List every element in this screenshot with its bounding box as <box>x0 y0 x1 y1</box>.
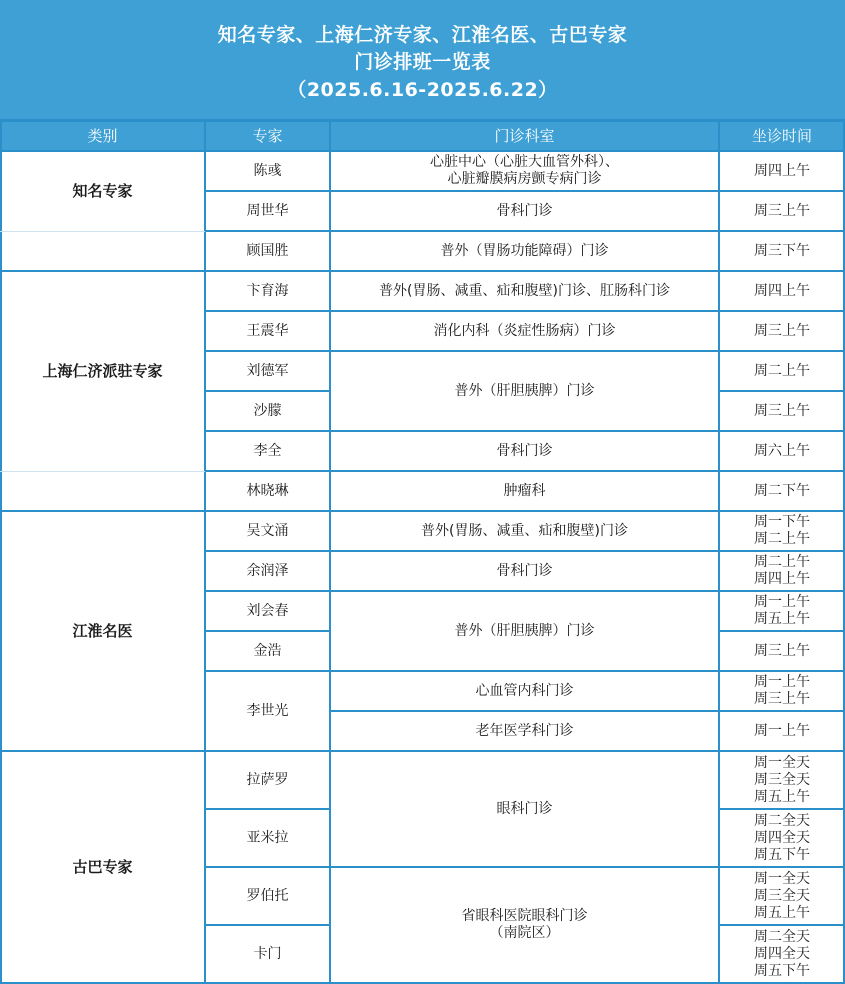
department-name: 普外(胃肠、减重、疝和腹壁)门诊 <box>421 522 628 539</box>
clinic-time: 周二全天 周四全天 周五下午 <box>754 812 810 863</box>
expert-name: 陈彧 <box>253 162 282 179</box>
category-cell: 古巴专家 <box>72 857 133 876</box>
row-divider <box>719 550 845 552</box>
row-divider <box>719 510 845 512</box>
title-line-1: 知名专家、上海仁济专家、江淮名医、古巴专家 <box>217 24 628 46</box>
category-cell: 知名专家 <box>72 181 133 200</box>
expert-name: 沙朦 <box>253 402 282 419</box>
row-divider <box>205 350 330 352</box>
row-divider <box>205 270 330 272</box>
row-divider <box>330 866 719 868</box>
clinic-time: 周一上午 周三上午 <box>754 674 810 707</box>
header-expert: 专家 <box>205 122 330 151</box>
department-name: 心血管内科门诊 <box>475 682 574 699</box>
row-divider <box>330 590 719 592</box>
clinic-time: 周二下午 <box>754 482 810 499</box>
clinic-time: 周二全天 周四全天 周五下午 <box>754 928 810 979</box>
clinic-time: 周一上午 周五上午 <box>754 594 810 627</box>
clinic-time: 周二上午 <box>754 362 810 379</box>
expert-name: 亚米拉 <box>246 829 289 846</box>
clinic-time: 周一上午 <box>754 722 810 739</box>
row-divider-light <box>0 231 205 232</box>
row-divider <box>205 430 330 432</box>
header-time: 坐诊时间 <box>719 122 845 151</box>
row-divider <box>719 470 845 472</box>
expert-name: 卡门 <box>253 945 282 962</box>
row-divider <box>205 190 330 192</box>
clinic-time: 周六上午 <box>754 442 810 459</box>
row-divider <box>330 750 719 752</box>
department-name: 眼科门诊 <box>496 800 553 817</box>
row-divider-light <box>0 471 205 472</box>
clinic-time: 周三上午 <box>754 202 810 219</box>
row-divider <box>205 470 330 472</box>
header-bottom-border <box>0 150 845 152</box>
department-name: 普外（肝胆胰脾）门诊 <box>454 382 595 399</box>
row-divider <box>719 270 845 272</box>
row-divider <box>0 750 205 752</box>
department-name: 省眼科医院眼科门诊 （南院区） <box>461 908 588 941</box>
row-divider <box>719 590 845 592</box>
row-divider <box>330 270 719 272</box>
expert-name: 王震华 <box>246 322 289 339</box>
expert-name: 金浩 <box>253 642 282 659</box>
row-divider <box>330 230 719 232</box>
row-divider <box>719 310 845 312</box>
department-name: 普外(胃肠、减重、疝和腹壁)门诊、肛肠科门诊 <box>379 282 670 299</box>
row-divider <box>719 924 845 926</box>
column-divider <box>0 122 2 983</box>
row-divider <box>205 750 330 752</box>
row-divider <box>719 866 845 868</box>
expert-name: 吴文涌 <box>246 522 289 539</box>
row-divider <box>719 750 845 752</box>
expert-name: 罗伯托 <box>246 887 289 904</box>
row-divider <box>0 510 205 512</box>
department-name: 老年医学科门诊 <box>475 722 574 739</box>
row-divider <box>205 230 330 232</box>
row-divider <box>719 230 845 232</box>
department-name: 心脏中心（心脏大血管外科）、 心脏瓣膜病房颤专病门诊 <box>430 154 619 187</box>
row-divider <box>205 924 330 926</box>
row-divider <box>330 430 719 432</box>
row-divider <box>205 310 330 312</box>
department-name: 普外（肝胆胰脾）门诊 <box>454 622 595 639</box>
clinic-time: 周三上午 <box>754 322 810 339</box>
category-cell: 上海仁济派驻专家 <box>42 361 163 380</box>
row-divider <box>205 808 330 810</box>
row-divider <box>330 670 719 672</box>
row-divider <box>330 310 719 312</box>
row-divider <box>330 190 719 192</box>
title-line-3: （2025.6.16-2025.6.22） <box>287 79 558 101</box>
clinic-time: 周三上午 <box>754 402 810 419</box>
row-divider <box>719 808 845 810</box>
row-divider <box>205 630 330 632</box>
expert-name: 刘会春 <box>246 602 289 619</box>
column-divider <box>204 122 206 983</box>
row-divider <box>205 670 330 672</box>
row-divider <box>205 866 330 868</box>
row-divider <box>330 550 719 552</box>
clinic-time: 周四上午 <box>754 282 810 299</box>
row-divider <box>330 510 719 512</box>
clinic-time: 周一全天 周三全天 周五上午 <box>754 754 810 805</box>
clinic-time: 周一全天 周三全天 周五上午 <box>754 870 810 921</box>
row-divider <box>205 510 330 512</box>
clinic-time: 周四上午 <box>754 162 810 179</box>
row-divider <box>205 550 330 552</box>
department-name: 骨科门诊 <box>496 442 553 459</box>
row-divider <box>719 430 845 432</box>
category-cell: 江淮名医 <box>72 621 133 640</box>
column-divider <box>329 122 331 983</box>
header-category: 类别 <box>0 122 205 151</box>
row-divider <box>205 590 330 592</box>
row-divider <box>205 390 330 392</box>
column-divider <box>718 122 720 983</box>
row-divider <box>330 710 719 712</box>
expert-name: 周世华 <box>246 202 289 219</box>
row-divider <box>0 270 205 272</box>
expert-name: 卞育海 <box>246 282 289 299</box>
expert-name: 余润泽 <box>246 562 289 579</box>
row-divider <box>719 390 845 392</box>
department-name: 普外（胃肠功能障碍）门诊 <box>440 242 609 259</box>
department-name: 消化内科（炎症性肠病）门诊 <box>433 322 616 339</box>
title-line-2: 门诊排班一览表 <box>354 51 491 73</box>
row-divider <box>719 350 845 352</box>
expert-name: 李世光 <box>246 702 289 719</box>
clinic-time: 周三上午 <box>754 642 810 659</box>
expert-name: 李全 <box>253 442 282 459</box>
row-divider <box>719 190 845 192</box>
row-divider <box>719 670 845 672</box>
row-divider <box>330 470 719 472</box>
expert-name: 刘德军 <box>246 362 289 379</box>
department-name: 肿瘤科 <box>503 482 546 499</box>
clinic-time: 周一下午 周二上午 <box>754 514 810 547</box>
row-divider <box>719 630 845 632</box>
expert-name: 顾国胜 <box>246 242 289 259</box>
row-divider <box>330 350 719 352</box>
department-name: 骨科门诊 <box>496 202 553 219</box>
department-name: 骨科门诊 <box>496 562 553 579</box>
expert-name: 林晓琳 <box>246 482 289 499</box>
clinic-time: 周三下午 <box>754 242 810 259</box>
row-divider <box>719 710 845 712</box>
header-department: 门诊科室 <box>330 122 719 151</box>
expert-name: 拉萨罗 <box>246 771 289 788</box>
clinic-time: 周二上午 周四上午 <box>754 554 810 587</box>
